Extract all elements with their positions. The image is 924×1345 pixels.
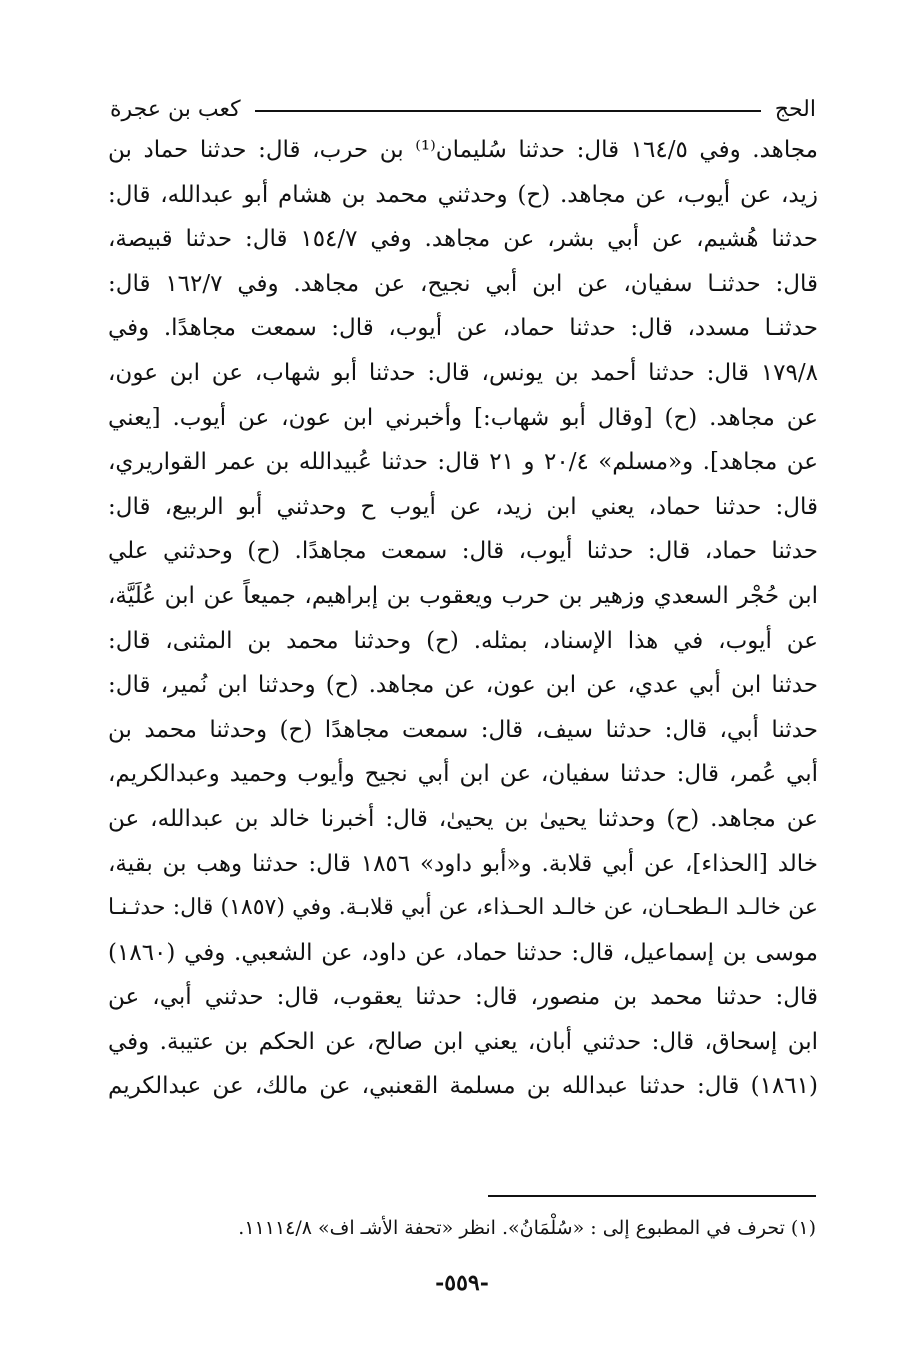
- header-chapter-title: الحج: [774, 96, 816, 122]
- text-line: قال: حدثنا حماد، يعني ابن زيد، عن أيوب ح وحدثني أبو الربيع، قال:: [108, 493, 818, 520]
- footnote: (١) تحرف في المطبوع إلى : «سُلْمَانُ». انظر «تحفة الأشـ اف» ١١١١٤/٨.: [238, 1217, 816, 1239]
- text-line: حدثنا حماد، قال: حدثنا أيوب، قال: سمعت مجاهدًا. (ح) وحدثني علي: [108, 538, 818, 565]
- header-rule: [255, 110, 761, 112]
- text-line: حدثنـا مسدد، قال: حدثنا حماد، عن أيوب، قال: سمعت مجاهدًا. وفي: [108, 315, 818, 342]
- text-line: ١٧٩/٨ قال: حدثنا أحمد بن يونس، قال: حدثنا أبو شهاب، عن ابن عون،: [108, 359, 818, 386]
- text-line: موسى بن إسماعيل، قال: حدثنا حماد، عن داود، عن الشعبي. وفي (١٨٦٠): [108, 939, 818, 966]
- footnote-separator: [488, 1195, 816, 1197]
- header-section-title: كعب بن عجرة: [110, 96, 241, 122]
- text-line: أبي عُمر، قال: حدثنا سفيان، عن ابن أبي نجيح وأيوب وحميد وعبدالكريم،: [108, 761, 818, 788]
- text-line: ابن إسحاق، قال: حدثني أبان، يعني ابن صالح، عن الحكم بن عتيبة. وفي: [108, 1028, 818, 1055]
- text-line: ابن حُجْر السعدي وزهير بن حرب ويعقوب بن إبراهيم، جميعاً عن ابن عُلَيَّة،: [108, 582, 818, 609]
- text-line: قال: حدثنـا سفيان، عن ابن أبي نجيح، عن مجاهد. وفي ١٦٢/٧ قال:: [108, 270, 818, 297]
- text-line: قال: حدثنا محمد بن منصور، قال: حدثنا يعقوب، قال: حدثني أبي، عن: [108, 984, 818, 1011]
- text-line: عن مجاهد]. و«مسلم» ٢٠/٤ و ٢١ قال: حدثنا عُبيدالله بن عمر القواريري،: [108, 449, 818, 476]
- text-line: حدثنا ابن أبي عدي، عن ابن عون، عن مجاهد. (ح) وحدثنا ابن نُمير، قال:: [108, 672, 818, 699]
- text-line: (١٨٦١) قال: حدثنا عبدالله بن مسلمة القعنبي، عن مالك، عن عبدالكريم: [108, 1073, 818, 1100]
- text-line: زيد، عن أيوب، عن مجاهد. (ح) وحدثني محمد بن هشام أبو عبدالله، قال:: [108, 181, 818, 208]
- text-line: خالد [الحذاء]، عن أبي قلابة. و«أبو داود» ١٨٥٦ قال: حدثنا وهب بن بقية،: [108, 850, 818, 877]
- page-number: -٥٥٩-: [435, 1270, 489, 1296]
- text-line: عن مجاهد. (ح) [وقال أبو شهاب:] وأخبرني ابن عون، عن أيوب. [يعني: [108, 404, 818, 431]
- running-header: [110, 92, 816, 126]
- text-line: عن مجاهد. (ح) وحدثنا يحيىٰ بن يحيىٰ، قال: أخبرنا خالد بن عبدالله، عن: [108, 805, 818, 832]
- text-line: عن خالـد الـطحـان، عن خالـد الحـذاء، عن أبي قلابـة. وفي (١٨٥٧) قال: حدثـنـا: [108, 895, 818, 921]
- text-line: مجاهد. وفي ١٦٤/٥ قال: حدثنا سُليمان⁽¹⁾ بن حرب، قال: حدثنا حماد بن: [108, 137, 818, 163]
- text-line: حدثنا أبي، قال: حدثنا سيف، قال: سمعت مجاهدًا (ح) وحدثنا محمد بن: [108, 716, 818, 743]
- body-text: [108, 128, 818, 1109]
- text-line: حدثنا هُشيم، عن أبي بشر، عن مجاهد. وفي ١٥٤/٧ قال: حدثنا قبيصة،: [108, 226, 818, 253]
- text-line: عن أيوب، في هذا الإسناد، بمثله. (ح) وحدثنا محمد بن المثنى، قال:: [108, 627, 818, 654]
